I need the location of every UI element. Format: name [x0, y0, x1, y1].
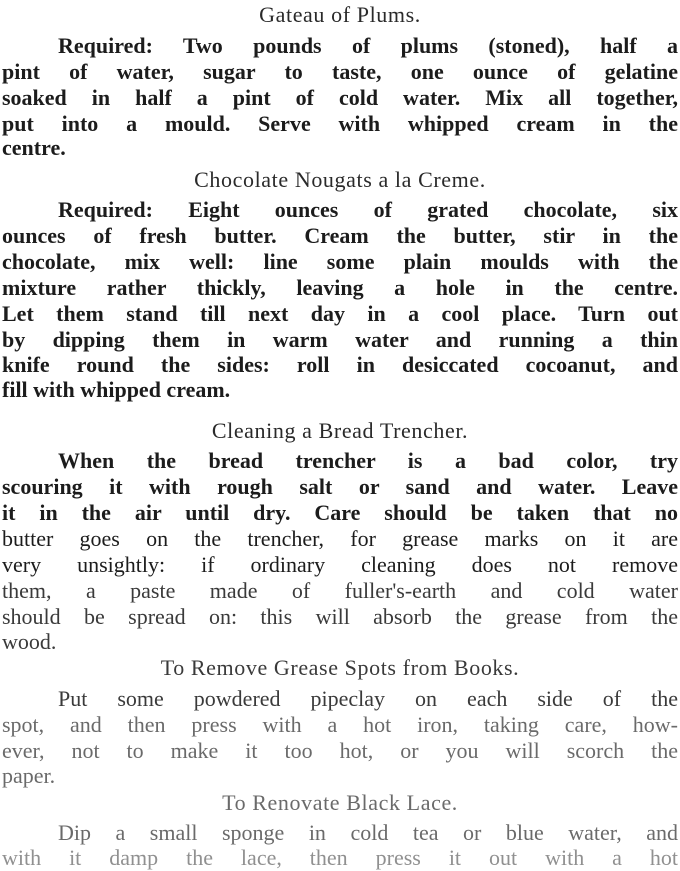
hint-text-line: scouring it with rough salt or sand and water. Leave [2, 474, 678, 499]
recipe-text-line: by dipping them in warm water and running a thin [2, 327, 678, 352]
recipe-heading-chocolate-nougats: Chocolate Nougats a la Creme. [194, 167, 486, 192]
newspaper-column [2, 0, 678, 870]
recipe-text-line: Required: Two pounds of plums (stoned), half a [58, 33, 678, 58]
recipe-text-line: knife round the sides: roll in desiccated cocoanut, and [2, 352, 678, 377]
hint-text-line: wood. [2, 629, 57, 654]
recipe-heading-gateau-of-plums: Gateau of Plums. [259, 2, 421, 27]
hint-text-line: butter goes on the trencher, for grease marks on it are [2, 526, 678, 551]
hint-text-line: Put some powdered pipeclay on each side of the [58, 686, 678, 711]
recipe-text-line: pint of water, sugar to taste, one ounce of gelatine [2, 59, 678, 84]
hint-text-line: should be spread on: this will absorb the grease from the [2, 604, 678, 629]
hint-text-line: it in the air until dry. Care should be taken that no [2, 500, 678, 525]
recipe-text-line: ounces of fresh butter. Cream the butter, stir in the [2, 223, 678, 248]
recipe-text-line: fill with whipped cream. [2, 377, 231, 402]
recipe-text-line: centre. [2, 135, 66, 160]
hint-text-line: paper. [2, 763, 56, 788]
recipe-text-line: chocolate, mix well: line some plain moulds with the [2, 249, 678, 274]
hint-heading-grease-spots: To Remove Grease Spots from Books. [160, 655, 520, 680]
hint-text-line: spot, and then press with a hot iron, taking care, how- [2, 712, 678, 737]
hint-heading-bread-trencher: Cleaning a Bread Trencher. [211, 418, 469, 443]
recipe-text-line: soaked in half a pint of cold water. Mix all together, [2, 85, 678, 110]
recipe-text-line: Let them stand till next day in a cool place. Turn out [2, 301, 678, 326]
recipe-text-line: put into a mould. Serve with whipped cream in the [2, 111, 678, 136]
hint-text-line: very unsightly: if ordinary cleaning does not remove [2, 552, 678, 577]
recipe-text-line: Required: Eight ounces of grated chocolate, six [58, 197, 678, 222]
hint-heading-black-lace: To Renovate Black Lace. [222, 790, 458, 815]
hint-text-line: them, a paste made of fuller's-earth and cold water [2, 578, 678, 603]
hint-text-line: with it damp the lace, then press it out with a hot [2, 845, 678, 870]
hint-text-line: Dip a small sponge in cold tea or blue water, and [58, 820, 678, 845]
hint-text-line: ever, not to make it too hot, or you will scorch the [2, 738, 678, 763]
recipe-text-line: mixture rather thickly, leaving a hole in the centre. [2, 275, 678, 300]
hint-text-line: When the bread trencher is a bad color, try [58, 448, 678, 473]
